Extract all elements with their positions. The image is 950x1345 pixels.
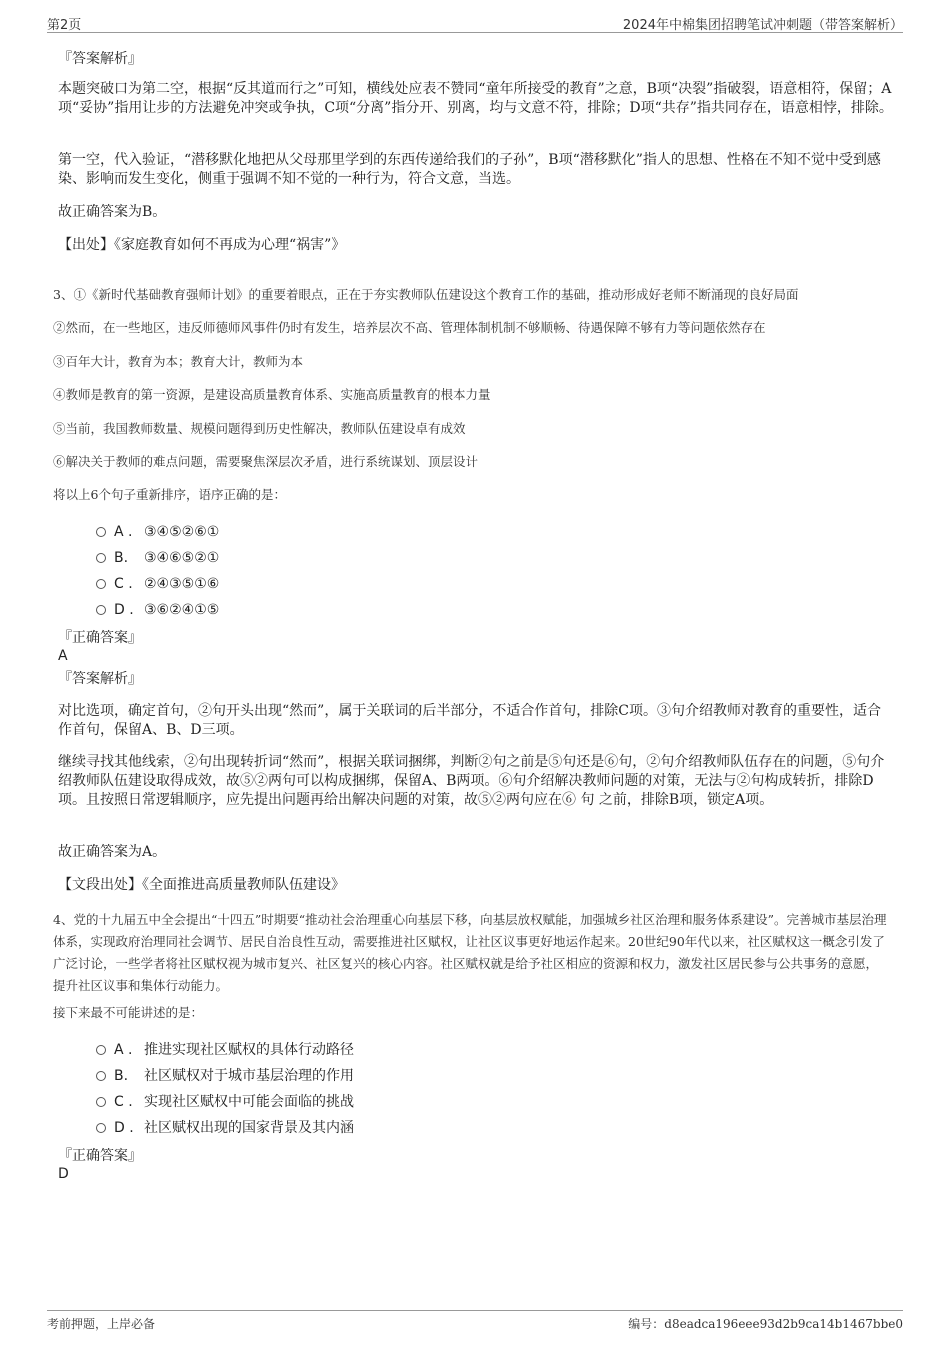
radio-icon[interactable] (96, 1123, 106, 1133)
option-a[interactable]: A . 推进实现社区赋权的具体行动路径 (96, 1041, 354, 1059)
sentence-item: ③百年大计，教育为本；教育大计，教师为本 (53, 354, 304, 369)
correct-answer: A (58, 648, 68, 664)
analysis-conclusion: 故正确答案为B。 (58, 204, 167, 220)
answer-label: 『正确答案』 (58, 630, 142, 646)
option-b[interactable]: B. ③④⑥⑤②① (96, 549, 219, 567)
radio-icon[interactable] (96, 605, 106, 615)
sentence-item: ⑥解决关于教师的难点问题，需要聚焦深层次矛盾，进行系统谋划、顶层设计 (53, 454, 479, 469)
sentence-item: ④教师是教育的第一资源，是建设高质量教育体系、实施高质量教育的根本力量 (53, 387, 491, 402)
question-prompt: 将以上6个句子重新排序，语序正确的是： (53, 487, 286, 502)
document-title: 2024年中棉集团招聘笔试冲刺题（带答案解析） (622, 18, 903, 33)
footer-slogan: 考前押题，上岸必备 (47, 1317, 156, 1331)
radio-icon[interactable] (96, 1045, 106, 1055)
page-header (47, 12, 903, 33)
correct-answer: D (58, 1166, 69, 1182)
option-b[interactable]: B. 社区赋权对于城市基层治理的作用 (96, 1067, 354, 1085)
analysis-paragraph: 对比选项，确定首句，②句开头出现“然而”，属于关联词的后半部分，不适合作首句，排除C项。③句介绍教师对教育的重要性，适合作首句，保留A、B、D三项。 (58, 703, 882, 738)
option-d[interactable]: D . ③⑥②④①⑤ (96, 601, 219, 619)
question-stem: 3、①《新时代基础教育强师计划》的重要着眼点，正在于夯实教师队伍建设这个教育工作的基础，推动形成好老师不断涌现的良好局面 (53, 287, 799, 302)
source-citation: 【出处】《家庭教育如何不再成为心理“祸害”》 (58, 237, 346, 253)
radio-icon[interactable] (96, 1071, 106, 1081)
radio-icon[interactable] (96, 553, 106, 563)
document-id: 编号：d8eadca196eee93d2b9ca14b1467bbe0 (628, 1317, 903, 1331)
analysis-paragraph: 本题突破口为第二空，根据“反其道而行之”可知，横线处应表不赞同“童年所接受的教育”之意，B项“决裂”指破裂，语意相符，保留；A项“妥协”指用让步的方法避免冲突或争执，C项“分离”指分开、别离，均与文意不符，排除；D项“共存”指共同存在，语意相悖，排除。 (58, 81, 893, 116)
analysis-conclusion: 故正确答案为A。 (58, 844, 167, 860)
option-c[interactable]: C . ②④③⑤①⑥ (96, 575, 219, 593)
question-prompt: 接下来最不可能讲述的是： (53, 1005, 204, 1020)
radio-icon[interactable] (96, 1097, 106, 1107)
option-d[interactable]: D . 社区赋权出现的国家背景及其内涵 (96, 1119, 354, 1137)
analysis-paragraph: 第一空，代入验证，“潜移默化地把从父母那里学到的东西传递给我们的子孙”，B项“潜移默化”指人的思想、性格在不知不觉中受到感染、影响而发生变化，侧重于强调不知不觉的一种行为，符合文意，当选。 (58, 152, 881, 187)
page-number: 第2页 (47, 18, 82, 33)
option-a[interactable]: A . ③④⑤②⑥① (96, 523, 219, 541)
answer-label: 『正确答案』 (58, 1148, 142, 1164)
analysis-label: 『答案解析』 (58, 671, 142, 687)
option-c[interactable]: C . 实现社区赋权中可能会面临的挑战 (96, 1093, 354, 1111)
sentence-item: ⑤当前，我国教师数量、规模问题得到历史性解决，教师队伍建设卓有成效 (53, 421, 466, 436)
analysis-paragraph: 继续寻找其他线索，②句出现转折词“然而”，根据关联词捆绑，判断②句之前是⑤句还是⑥句，②句介绍教师队伍存在的问题，⑤句介绍教师队伍建设取得成效，故⑤②两句可以构成捆绑，保留A、B两项。⑥句介绍解决教师问题的对策，无法与②句构成转折，排除D项。且按照日常逻辑顺序，应先提出问题再给出解决问题的对策，故⑤②两句应在⑥ 句 之前，排除B项，锁定A项。 (58, 754, 885, 808)
radio-icon[interactable] (96, 527, 106, 537)
radio-icon[interactable] (96, 579, 106, 589)
question-stem: 4、党的十九届五中全会提出“十四五”时期要“推动社会治理重心向基层下移，向基层放权赋能，加强城乡社区治理和服务体系建设”。完善城市基层治理体系，实现政府治理同社会调节、居民自治良性互动，需要推进社区赋权，让社区议事更好地运作起来。20世纪90年代以来，社区赋权这一概念引发了广泛讨论，一些学者将社区赋权视为城市复兴、社区复兴的核心内容。社区赋权就是给予社区相应的资源和权力，激发社区居民参与公共事务的意愿，提升社区议事和集体行动能力。 (53, 912, 887, 993)
sentence-item: ②然而，在一些地区，违反师德师风事件仍时有发生，培养层次不高、管理体制机制不够顺畅、待遇保障不够有力等问题依然存在 (53, 320, 766, 335)
analysis-label: 『答案解析』 (58, 51, 142, 67)
source-citation: 【文段出处】《全面推进高质量教师队伍建设》 (58, 877, 345, 893)
page-footer (47, 1310, 903, 1335)
